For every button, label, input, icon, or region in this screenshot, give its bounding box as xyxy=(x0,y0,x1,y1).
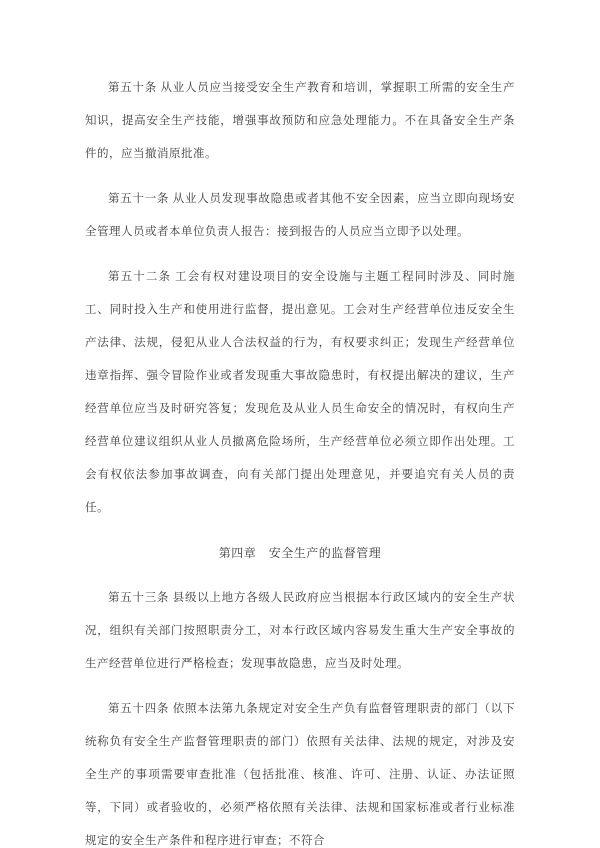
chapter-4-heading: 第四章 安全生产的监督管理 xyxy=(218,546,382,560)
article-51-paragraph: 第五十一条 从业人员发现事故隐患或者其他不安全因素，应当立即向现场安全管理人员或者本单位负责人报告：接到报告的人员应当立即予以处理。 xyxy=(85,193,515,238)
document-content xyxy=(85,72,515,848)
article-50-paragraph: 第五十条 从业人员应当接受安全生产教育和培训，掌握职工所需的安全生产知识，提高安全生产技能，增强事故预防和应急处理能力。不在具备安全生产条件的，应当撤消原批准。 xyxy=(85,82,515,160)
article-54-paragraph: 第五十四条 依照本法第九条规定对安全生产负有监督管理职责的部门（以下统称负有安全生产监督管理职责的部门）依照有关法律、法规的规定，对涉及安全生产的事项需要审查批准（包括批准、核准、许可、注册、认证、办法证照等，下同）或者验收的，必须严格依照有关法律、法规和国家标准或者行业标准规定的安全生产条件和程序进行审查；不符合 xyxy=(85,703,515,847)
article-52-paragraph: 第五十二条 工会有权对建设项目的安全设施与主题工程同时涉及、同时施工、同时投入生产和使用进行监督，提出意见。工会对生产经营单位违反安全生产法律、法规，侵犯从业人合法权益的行为，有权要求纠正；发现生产经营单位违章指挥、强令冒险作业或者发现重大事故隐患时，有权提出解决的建议，生产经营单位应当及时研究答复；发现危及从业人员生命安全的情况时，有权向生产经营单位建议组织从业人员撤离危险场所，生产经营单位必须立即作出处理。工会有权依法参加事故调查，向有关部门提出处理意见，并要追究有关人员的责任。 xyxy=(85,271,515,514)
article-53-paragraph: 第五十三条 县级以上地方各级人民政府应当根据本行政区域内的安全生产状况，组织有关部门按照职责分工，对本行政区域内容易发生重大生产安全事故的生产经营单位进行严格检查；发现事故隐患，应当及时处理。 xyxy=(85,592,515,670)
